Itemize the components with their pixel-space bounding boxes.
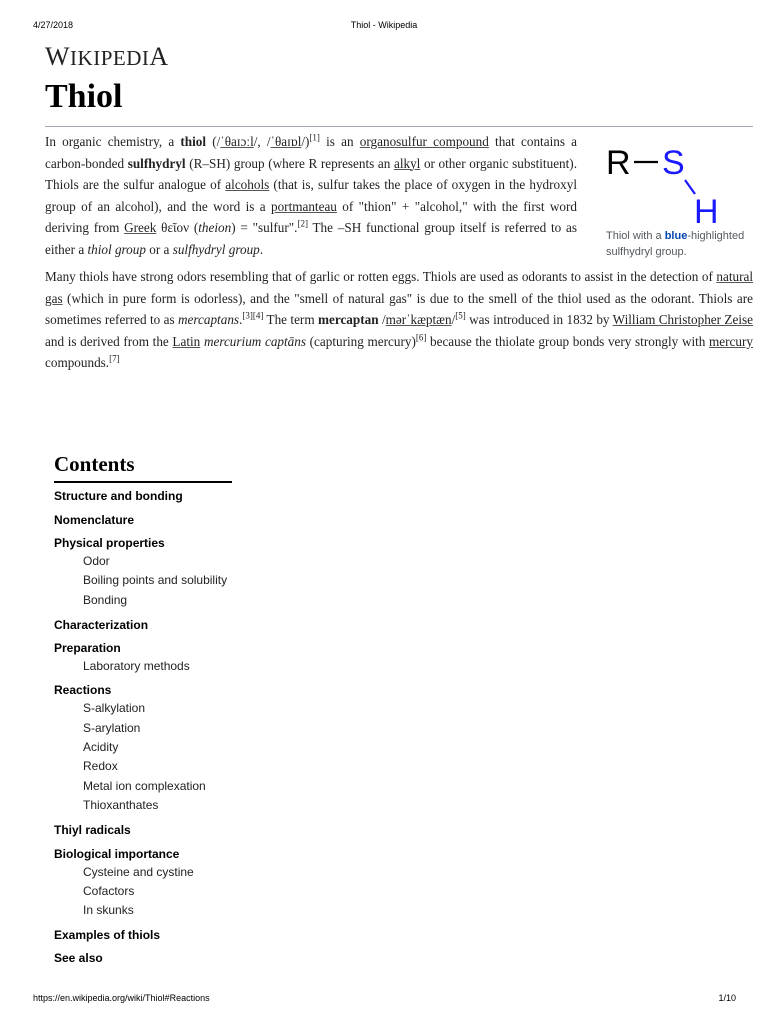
text: compounds.	[45, 355, 110, 371]
italic-sulfhydryl-group: sulfhydryl group	[172, 241, 260, 257]
toc-title: Contents	[54, 452, 135, 476]
text: that contains a carbon-bonded	[45, 134, 578, 171]
text: (R–SH) group (where R represents an	[185, 155, 394, 171]
link-alcohols[interactable]: alcohols	[225, 177, 270, 193]
ipa-link[interactable]: ˈθaɪɔːl	[220, 134, 254, 149]
toc-subitem-laboratory-methods[interactable]: Laboratory methods	[83, 659, 190, 673]
atom-s: S	[662, 144, 685, 182]
wordmark-last-letter: A	[149, 42, 169, 71]
text: (/	[206, 134, 221, 149]
toc-subitem-boiling-points[interactable]: Boiling points and solubility	[83, 573, 228, 587]
caption-text: Thiol with a	[606, 230, 665, 242]
bond-s-h	[685, 180, 695, 194]
text: or other organic substituent). Thiols are the sulfur analogue of	[45, 155, 577, 193]
text: of "thion" + "alcohol," with the first word deriving from	[45, 198, 577, 236]
toc-subitem-cofactors[interactable]: Cofactors	[83, 884, 135, 898]
atom-r: R	[606, 144, 631, 182]
toc-item-thiyl-radicals[interactable]: Thiyl radicals	[54, 823, 131, 837]
link-organosulfur-compound[interactable]: organosulfur compound	[359, 134, 489, 149]
text: was introduced in 1832 by	[465, 312, 613, 328]
toc-item-biological-importance[interactable]: Biological importance	[54, 847, 180, 861]
print-header	[0, 20, 768, 34]
text: Many thiols have strong odors resembling that of garlic or rotten eggs. Thiols are used as odorants to assist in the detection of	[45, 269, 717, 284]
table-of-contents	[54, 450, 254, 965]
text: (that is, sulfur takes the place of oxygen in the hydroxyl group of an alcohol), and the word is a	[45, 177, 577, 214]
atom-h: H	[694, 193, 719, 228]
toc-subitem-acidity[interactable]: Acidity	[83, 740, 119, 754]
text: and is derived from the	[45, 333, 173, 349]
text: .	[239, 312, 243, 328]
caption-text: -highlighted sulfhydryl group.	[606, 230, 745, 258]
text: .	[259, 241, 264, 257]
ipa-link[interactable]: mərˈkæptæn	[385, 312, 452, 328]
citation-ref[interactable]: [1]	[309, 132, 320, 143]
link-portmanteau[interactable]: portmanteau	[270, 198, 337, 214]
print-footer	[0, 993, 768, 1007]
wikipedia-wordmark[interactable]	[45, 42, 169, 72]
infobox-caption	[606, 228, 752, 260]
toc-item-nomenclature[interactable]: Nomenclature	[54, 513, 135, 527]
citation-ref[interactable]: [4]	[252, 310, 264, 321]
text: The term	[263, 312, 318, 328]
thiol-structure-diagram	[600, 136, 752, 228]
toc-item-structure-and-bonding[interactable]: Structure and bonding	[54, 489, 183, 503]
toc-divider	[54, 481, 232, 483]
toc-subitem-redox[interactable]: Redox	[83, 759, 118, 773]
citation-ref[interactable]: [5]	[455, 310, 466, 321]
citation-ref[interactable]: [3]	[242, 310, 253, 321]
text: /	[378, 312, 386, 328]
page-title: Thiol	[45, 78, 123, 115]
italic-mercaptans: mercaptans	[178, 312, 240, 328]
bold-term-thiol: thiol	[180, 134, 207, 149]
lead-paragraph-1	[45, 131, 577, 261]
link-alkyl[interactable]: alkyl	[393, 155, 421, 171]
text: or a	[145, 241, 173, 257]
text: θεῖον (	[156, 220, 199, 236]
toc-item-see-also[interactable]: See also	[54, 951, 103, 965]
toc-subitem-bonding[interactable]: Bonding	[83, 593, 128, 607]
text: is an	[319, 134, 360, 149]
citation-ref[interactable]: [6]	[415, 332, 427, 343]
italic-thiol-group: thiol group	[87, 241, 146, 257]
text: /)	[301, 134, 310, 149]
citation-ref[interactable]: [7]	[109, 353, 120, 364]
toc-subitem-metal-ion-complexation[interactable]: Metal ion complexation	[83, 779, 206, 793]
bold-term-sulfhydryl: sulfhydryl	[127, 155, 186, 171]
link-latin[interactable]: Latin	[172, 333, 201, 349]
wordmark-first-letter: W	[45, 42, 71, 71]
text: /	[451, 312, 456, 328]
bold-term-mercaptan: mercaptan	[318, 312, 379, 328]
toc-subitem-in-skunks[interactable]: In skunks	[83, 903, 134, 917]
print-page-number: 1/10	[718, 993, 736, 1003]
print-date: 4/27/2018	[33, 20, 74, 30]
toc-subitem-cysteine-and-cystine[interactable]: Cysteine and cystine	[83, 865, 194, 879]
print-page-title: Thiol - Wikipedia	[350, 20, 418, 30]
toc-item-preparation[interactable]: Preparation	[54, 641, 121, 655]
text: /, /	[253, 134, 271, 149]
text: (which in pure form is odorless), and the "smell of natural gas" is due to the smell of the thiol used as the odorant. Thiols are sometimes referred to as	[45, 290, 753, 328]
text: In organic chemistry, a	[45, 134, 181, 149]
toc-item-characterization[interactable]: Characterization	[54, 618, 149, 632]
citation-ref[interactable]: [2]	[297, 218, 308, 229]
toc-subitem-s-alkylation[interactable]: S-alkylation	[83, 701, 146, 715]
link-mercury[interactable]: mercury	[709, 333, 753, 349]
text: (capturing mercury)	[306, 333, 416, 349]
italic-mercurium-captans: mercurium captāns	[203, 333, 306, 349]
toc-item-reactions[interactable]: Reactions	[54, 683, 112, 697]
toc-item-examples-of-thiols[interactable]: Examples of thiols	[54, 928, 161, 942]
text: because the thiolate group bonds very strongly with	[426, 333, 710, 349]
print-url: https://en.wikipedia.org/wiki/Thiol#Reactions	[33, 993, 210, 1003]
toc-subitem-odor[interactable]: Odor	[83, 554, 110, 568]
link-greek[interactable]: Greek	[124, 220, 157, 236]
link-natural-gas[interactable]: natural gas	[45, 269, 753, 306]
text: The –SH functional group itself is referred to as either a	[45, 220, 577, 257]
toc-subitem-s-arylation[interactable]: S-arylation	[83, 721, 141, 735]
caption-highlight: blue	[664, 230, 688, 242]
link-william-christopher-zeise[interactable]: William Christopher Zeise	[612, 312, 753, 328]
title-divider	[45, 126, 753, 127]
wordmark-middle: IKIPEDI	[70, 46, 150, 70]
italic-theion: theion	[198, 220, 232, 236]
toc-subitem-thioxanthates[interactable]: Thioxanthates	[83, 798, 159, 812]
toc-item-physical-properties[interactable]: Physical properties	[54, 536, 165, 550]
lead-paragraph-2	[45, 266, 753, 374]
ipa-link[interactable]: ˈθaɪɒl	[270, 134, 302, 149]
text: ) = "sulfur".	[231, 220, 298, 236]
infobox-image[interactable]	[600, 136, 752, 286]
